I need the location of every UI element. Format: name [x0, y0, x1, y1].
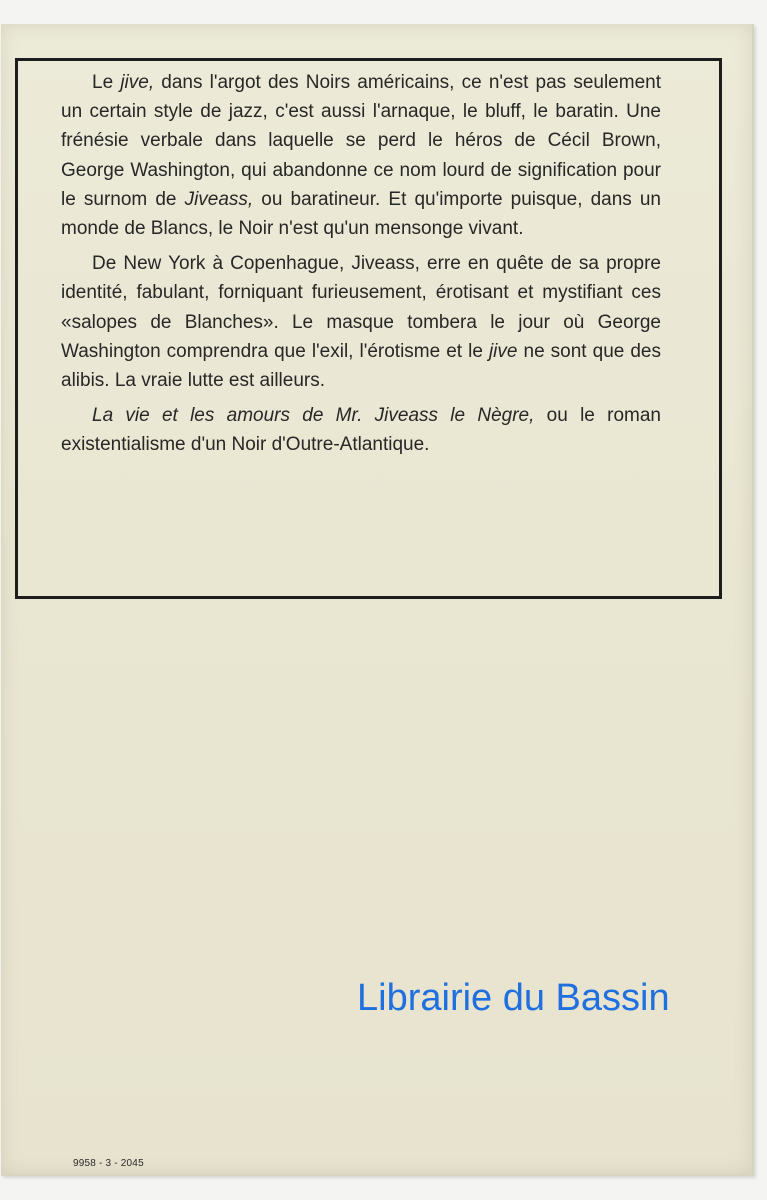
p2-text-1: De New York à Copenhague, Jiveass, erre en quête de sa propre identité, fabulant, forniquant furieusement, érotisant et mystifiant ces «salopes de Blanches». Le masque tombera le jour où George Washington comprendra que l'exil, l'érotisme et le	[61, 253, 661, 362]
p3-italic-title: La vie et les amours de Mr. Jiveass le Nègre,	[92, 405, 535, 427]
p1-text-3: ou baratineur. Et qu'importe puisque, dans un monde de Blancs, le Noir n'est qu'un mensonge vivant.	[61, 188, 661, 240]
p1-text-2: dans l'argot des Noirs américains, ce n'est pas seulement un certain style de jazz, c'est aussi l'arnaque, le bluff, le baratin. Une frénésie verbale dans laquelle se perd le héros de Cécil Brown, George Washington, qui abandonne ce nom lourd de signification pour le surnom de	[61, 72, 661, 210]
blurb-text	[61, 68, 661, 466]
blurb-paragraph-2	[61, 249, 661, 395]
blurb-paragraph-1	[61, 68, 661, 243]
p3-text-1: ou le roman existentialisme d'un Noir d'Outre-Atlantique.	[61, 405, 662, 456]
catalog-number: 9958 - 3 - 2045	[73, 1158, 144, 1169]
bookseller-watermark: Librairie du Bassin	[357, 977, 670, 1019]
p1-italic-jive: jive,	[120, 72, 155, 93]
p2-italic-jive: jive	[488, 340, 518, 362]
p2-text-2: ne sont que des alibis. La vraie lutte est ailleurs.	[61, 340, 661, 392]
blurb-paragraph-3	[61, 401, 661, 459]
p1-text-1: Le	[92, 72, 121, 93]
p1-italic-jiveass: Jiveass,	[184, 188, 254, 210]
